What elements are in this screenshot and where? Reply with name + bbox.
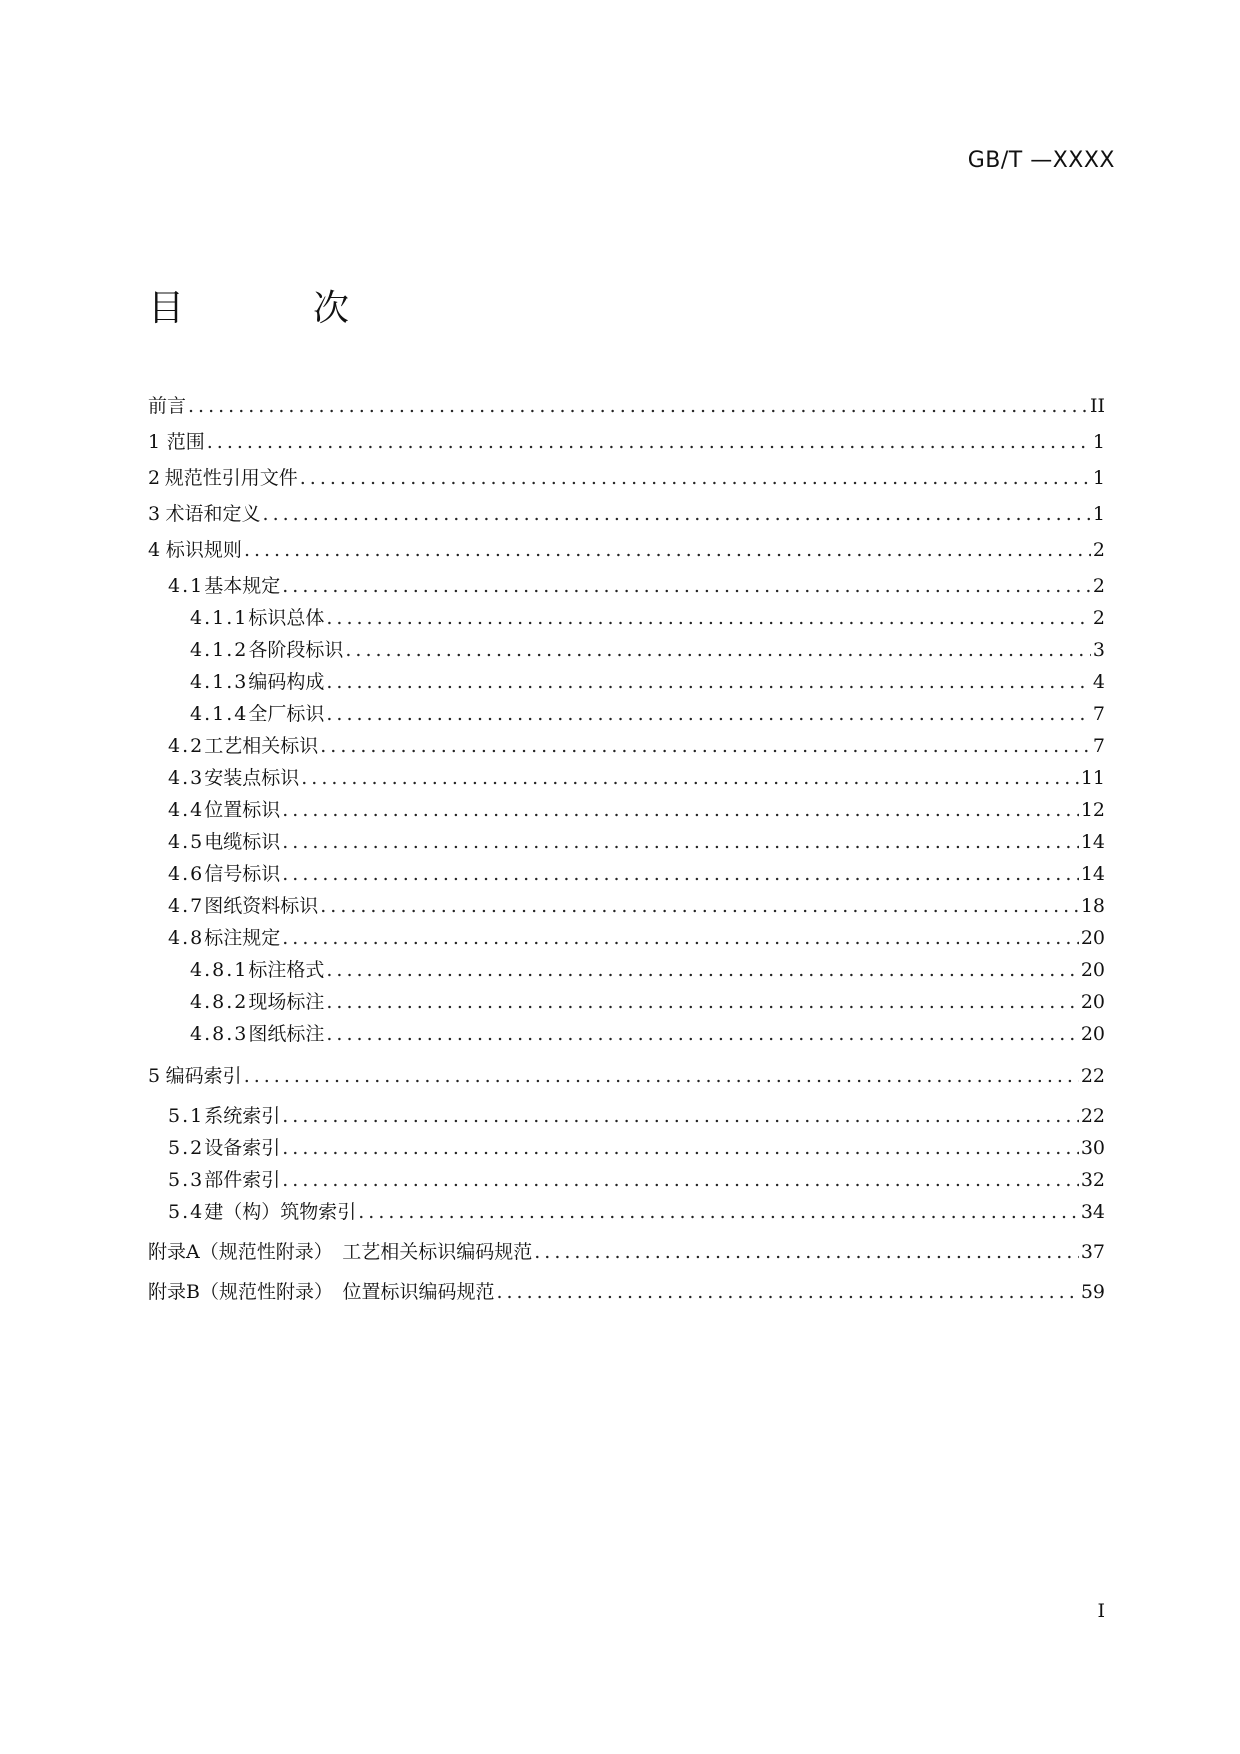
toc-entry-4-5[interactable]: 4.5 电缆标识 ..... 14 [148,826,1105,858]
toc-entry-4-4[interactable]: 4.4 位置标识 ..... 12 [148,794,1105,826]
toc-entry-appendix-a[interactable]: 附录A（规范性附录） 工艺相关标识编码规范 ..... 37 [148,1236,1105,1268]
page-title [148,280,349,331]
toc-entry-foreword[interactable]: 前言 ..... II [148,390,1105,422]
page-number: I [1097,1600,1105,1622]
toc-entry-2[interactable]: 2 规范性引用文件 ..... 1 [148,462,1105,494]
title-char-2: 次 [313,288,350,329]
toc-entry-4-2[interactable]: 4.2 工艺相关标识 ..... 7 [148,730,1105,762]
toc-entry-4-1-4[interactable]: 4.1.4 全厂标识 ..... 7 [148,698,1105,730]
toc-entry-5-2[interactable]: 5.2 设备索引 ..... 30 [148,1132,1105,1164]
toc-entry-4-7[interactable]: 4.7 图纸资料标识 ..... 18 [148,890,1105,922]
toc-entry-4-8-3[interactable]: 4.8.3 图纸标注 ..... 20 [148,1018,1105,1050]
toc-entry-5-4[interactable]: 5.4 建（构）筑物索引 ..... 34 [148,1196,1105,1228]
toc-entry-4-1-3[interactable]: 4.1.3 编码构成 ..... 4 [148,666,1105,698]
title-char-1: 目 [148,288,185,329]
toc-entry-3[interactable]: 3 术语和定义 ..... 1 [148,498,1105,530]
table-of-contents [148,390,1105,1308]
toc-entry-1[interactable]: 1 范围 ..... 1 [148,426,1105,458]
toc-entry-4-8-2[interactable]: 4.8.2 现场标注 ..... 20 [148,986,1105,1018]
toc-entry-4-1-1[interactable]: 4.1.1 标识总体 ..... 2 [148,602,1105,634]
toc-entry-5[interactable]: 5 编码索引 ..... 22 [148,1060,1105,1092]
toc-entry-4-8-1[interactable]: 4.8.1 标注格式 ..... 20 [148,954,1105,986]
toc-entry-5-3[interactable]: 5.3 部件索引 ..... 32 [148,1164,1105,1196]
toc-entry-4-6[interactable]: 4.6 信号标识 ..... 14 [148,858,1105,890]
standard-code: GB/T —XXXX [967,148,1115,173]
toc-entry-4-1-2[interactable]: 4.1.2 各阶段标识 ..... 3 [148,634,1105,666]
toc-entry-4[interactable]: 4 标识规则 ..... 2 [148,534,1105,566]
toc-entry-4-8[interactable]: 4.8 标注规定 ..... 20 [148,922,1105,954]
toc-entry-appendix-b[interactable]: 附录B（规范性附录） 位置标识编码规范 ..... 59 [148,1276,1105,1308]
toc-entry-5-1[interactable]: 5.1 系统索引 ..... 22 [148,1100,1105,1132]
toc-entry-4-3[interactable]: 4.3 安装点标识 ..... 11 [148,762,1105,794]
toc-entry-4-1[interactable]: 4.1 基本规定 ..... 2 [148,570,1105,602]
